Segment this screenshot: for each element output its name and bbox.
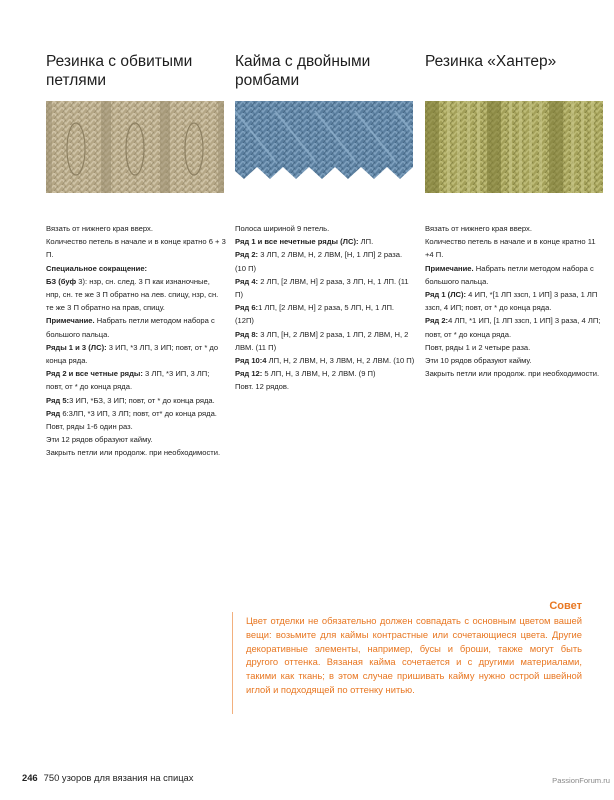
instruction-line: Примечание. Набрать петли методом набора с большого пальца. (46, 316, 215, 339)
instruction-line: Эти 10 рядов образуют кайму. (425, 356, 532, 366)
instruction-line: БЗ (буф 3): нзр, сн. след. 3 П как изнаночные, нпр, сн. те же 3 П обратно на лев. спицу, нзр, сн. те же 3 П обратно на прав, спицу. (46, 276, 219, 313)
pattern-instructions-1 (46, 222, 226, 460)
pattern-title: Кайма с двойными ромбами (235, 53, 371, 89)
instruction-line: Ряд 6:3ЛП, *3 ИП, 3 ЛП; повт, от* до конца ряда. (46, 408, 217, 418)
instruction-line: Количество петель в начале и в конце кратно 6 + 3 П. (46, 237, 226, 260)
instruction-line: Ряды 1 и 3 (ЛС): 3 ИП, *3 ЛП, 3 ИП; повт, от * до конца ряда. (46, 342, 219, 366)
swatch-image-beige (46, 101, 224, 193)
instruction-line: Закрыть петли или продолж. при необходимости. (46, 448, 221, 458)
instruction-line: Повт. 12 рядов. (235, 382, 290, 392)
pattern-title: Резинка «Хантер» (425, 53, 557, 70)
tip-text: Цвет отделки не обязательно должен совпадать с основным цветом вашей вещи: возьмите для каймы контрастные или сочетающиеся цвета. Другие декоративные элементы, например, бусы и броши, также могут быть другого оттенка. Вязаная кайма сочетается и с другими материалами, такими как ткань; в этом случае пришивать кайму нужно острой швейной иглой и подходящей по оттенку нитью. (246, 615, 582, 695)
instruction-line: Эти 12 рядов образуют кайму. (46, 435, 153, 445)
instruction-line: Специальное сокращение: (46, 263, 148, 273)
pattern-column-3 (425, 52, 603, 193)
instruction-line: Ряд 2:4 ЛП, *1 ИП, [1 ЛП ззсп, 1 ИП] 3 раза, 4 ЛП; повт, от * до конца ряда. (425, 316, 601, 339)
pattern-instructions-3 (425, 222, 605, 380)
instruction-line: Ряд 1 и все нечетные ряды (ЛС): ЛП. (235, 237, 374, 247)
pattern-instructions-2 (235, 222, 415, 394)
instruction-line: Ряд 2: 3 ЛП, 2 ЛВМ, Н, 2 ЛВМ, [Н, 1 ЛП] 2 раза. (10 П) (235, 250, 403, 273)
instruction-line: Ряд 8: 3 ЛП, [Н, 2 ЛВМ] 2 раза, 1 ЛП, 2 ЛВМ, Н, 2 ЛВМ. (11 П) (235, 329, 409, 352)
pattern-column-2 (235, 52, 413, 193)
tip-divider (232, 612, 233, 714)
instruction-line: Ряд 6:1 ЛП, [2 ЛВМ, Н] 2 раза, 5 ЛП, Н, 1 ЛП. (12П) (235, 303, 395, 326)
instruction-line: Количество петель в начале и в конце кратно 11 +4 П. (425, 237, 596, 260)
instruction-line: Ряд 10:4 ЛП, Н, 2 ЛВМ, Н, 3 ЛВМ, Н, 2 ЛВМ. (10 П) (235, 356, 415, 366)
instruction-line: Ряд 1 (ЛС): 4 ИП, *[1 ЛП ззсп, 1 ИП] 3 раза, 1 ЛП ззсп, 4 ИП; повт, от * до конца ряда. (425, 290, 598, 313)
instruction-line: Ряд 4: 2 ЛП, [2 ЛВМ, Н] 2 раза, 3 ЛП, Н, 1 ЛП. (11 П) (235, 276, 409, 300)
watermark: PassionForum.ru (552, 776, 610, 785)
instruction-line: Ряд 2 и все четные ряды: 3 ЛП, *3 ИП, 3 ЛП; повт, от * до конца ряда. (46, 369, 210, 392)
page-footer (22, 772, 193, 783)
instruction-line: Вязать от нижнего края вверх. (46, 224, 153, 233)
instruction-line: Повт, ряды 1-6 один раз. (46, 422, 133, 432)
instruction-line: Повт, ряды 1 и 2 четыре раза. (425, 342, 531, 352)
swatch-image-blue (235, 101, 413, 193)
instruction-line: Примечание. Набрать петли методом набора с большого пальца. (425, 263, 594, 286)
instruction-line: Закрыть петли или продолж. при необходимости. (425, 369, 600, 379)
swatch-image-green (425, 101, 603, 193)
tip-box (246, 600, 582, 697)
pattern-column-1 (46, 52, 224, 193)
tip-title: Совет (549, 600, 582, 612)
pattern-title: Резинка с обвитыми петлями (46, 53, 193, 89)
page-number: 246 (22, 772, 38, 783)
instruction-line: Ряд 12: 5 ЛП, Н, 3 ЛВМ, Н, 2 ЛВМ. (9 П) (235, 369, 376, 379)
book-title: 750 узоров для вязания на спицах (43, 772, 194, 783)
instruction-line: Полоса шириной 9 петель. (235, 224, 330, 233)
instruction-line: Ряд 5:3 ИП, *БЗ, 3 ИП; повт, от * до конца ряда. (46, 395, 215, 405)
instruction-line: Вязать от нижнего края вверх. (425, 224, 532, 233)
